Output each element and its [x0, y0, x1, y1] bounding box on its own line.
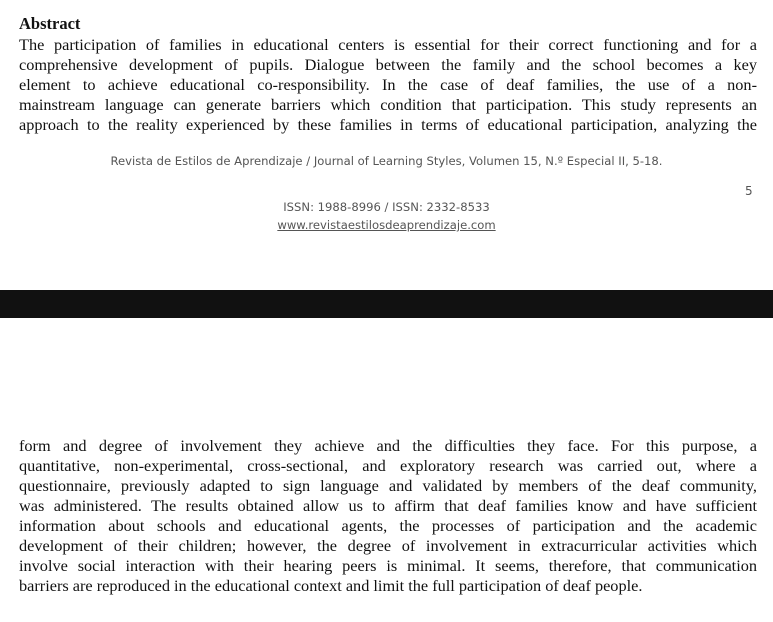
- abstract-line: The participation of families in educational centers is essential for their correct functioning and for a: [19, 35, 757, 54]
- journal-website-container: [0, 217, 773, 233]
- abstract-line: form and degree of involvement they achieve and the difficulties they face. For this purpose, a: [19, 436, 757, 455]
- page-top: [0, 0, 773, 290]
- abstract-line: development of their children; however, the degree of involvement in extracurricular activities which: [19, 536, 757, 555]
- abstract-line: was administered. The results obtained allow us to affirm that deaf families know and have sufficient: [19, 496, 757, 515]
- journal-citation: Revista de Estilos de Aprendizaje / Journal of Learning Styles, Volumen 15, N.º Especial II, 5-18.: [110, 154, 663, 168]
- issn-line: ISSN: 1988-8996 / ISSN: 2332-8533: [283, 200, 490, 214]
- abstract-heading: Abstract: [19, 14, 81, 33]
- abstract-line: information about schools and educational agents, the processes of participation and the academic: [19, 516, 757, 535]
- journal-website-link[interactable]: www.revistaestilosdeaprendizaje.com: [277, 218, 496, 232]
- abstract-line: comprehensive development of pupils. Dialogue between the family and the school becomes a key: [19, 55, 757, 74]
- abstract-line: involve social interaction with their hearing peers is minimal. It seems, therefore, that communication: [19, 556, 757, 575]
- page-separator: [0, 290, 773, 318]
- page-number: 5: [745, 184, 753, 198]
- abstract-line: questionnaire, previously adapted to sign language and validated by members of the deaf community,: [19, 476, 757, 495]
- abstract-line: quantitative, non-experimental, cross-sectional, and exploratory research was carried out, where a: [19, 456, 757, 475]
- abstract-line: element to achieve educational co-responsibility. In the case of deaf families, the use of a non-: [19, 75, 757, 94]
- abstract-line: approach to the reality experienced by these families in terms of educational participation, analyzing the: [19, 115, 757, 134]
- abstract-line: mainstream language can generate barriers which condition that participation. This study represents an: [19, 95, 757, 114]
- abstract-line: barriers are reproduced in the educational context and limit the full participation of deaf people.: [19, 576, 643, 595]
- page-bottom: [0, 318, 773, 622]
